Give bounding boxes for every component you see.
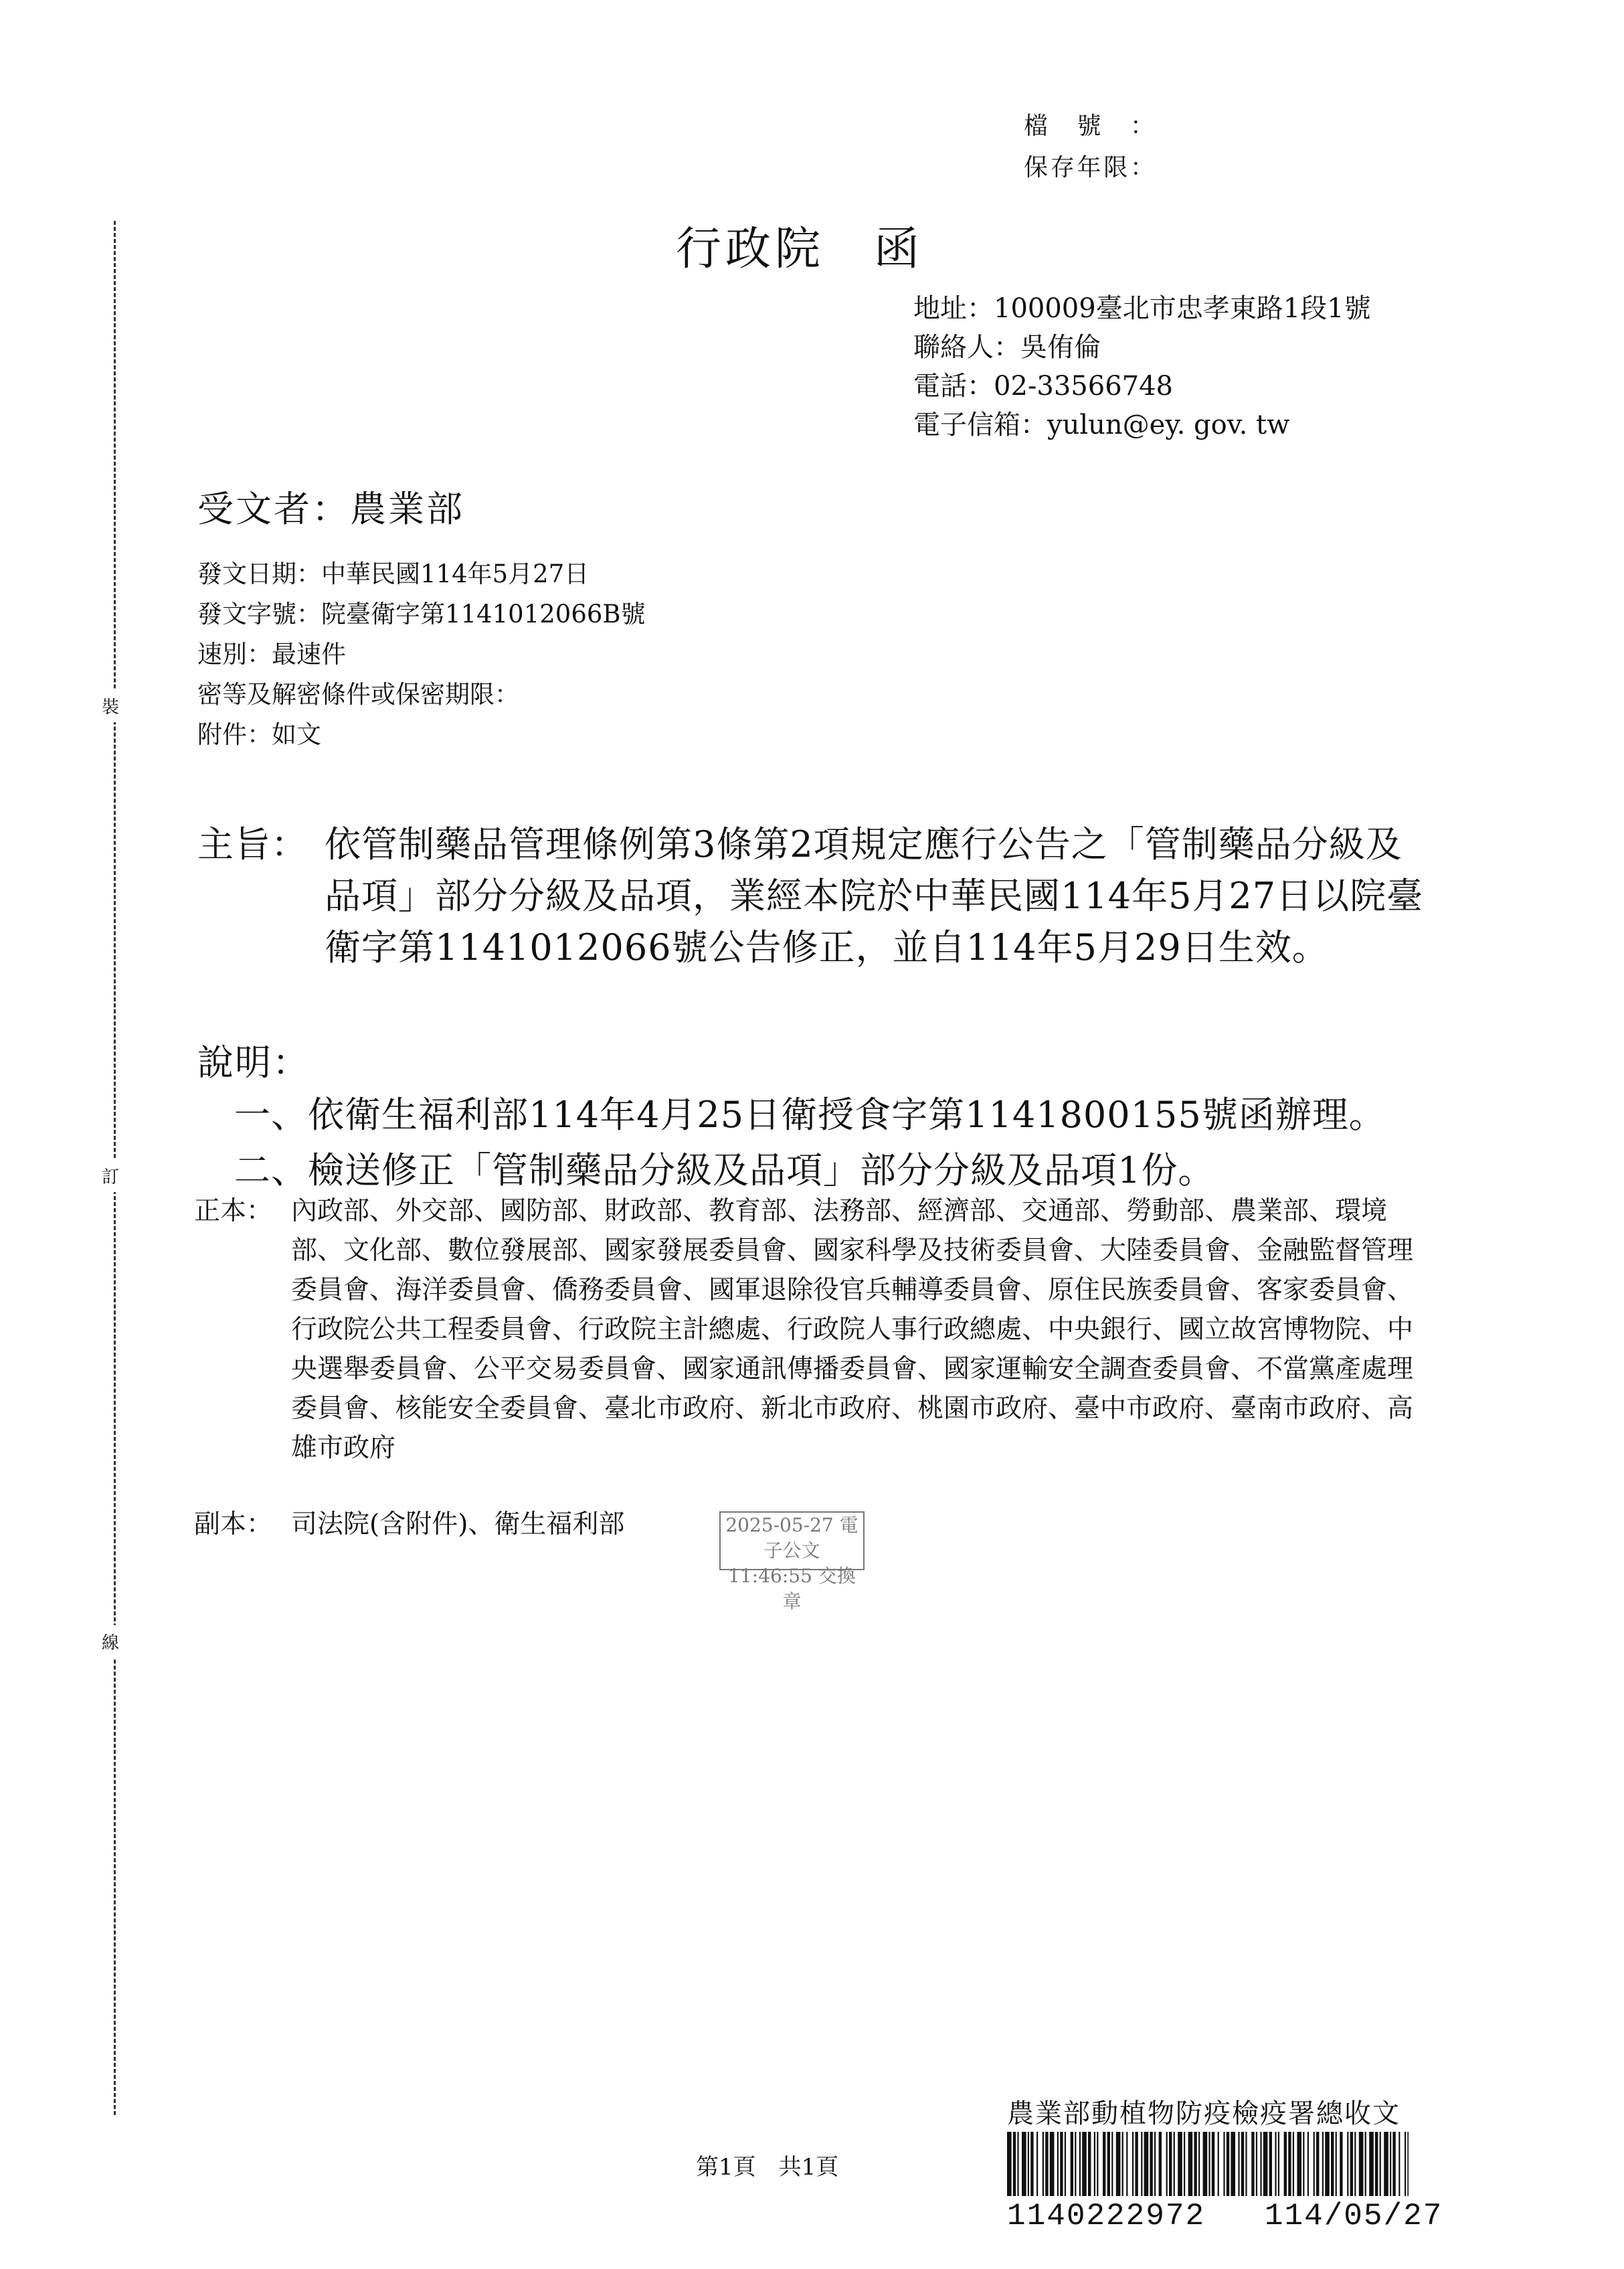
barcode-bar [1354, 2132, 1356, 2196]
barcode-bar [1154, 2132, 1156, 2196]
barcode-bar [1198, 2132, 1200, 2196]
file-info [1024, 106, 1154, 189]
barcode-bar [1194, 2132, 1196, 2196]
barcode-bar [1030, 2132, 1033, 2196]
barcode-bar [1390, 2132, 1391, 2196]
barcode-bar [1166, 2132, 1168, 2196]
barcode-bar [1238, 2132, 1239, 2196]
barcode-bar [1369, 2132, 1374, 2196]
barcode-bar [1297, 2132, 1301, 2196]
barcode-bar [1278, 2132, 1279, 2196]
subject [197, 819, 1435, 973]
retention-label: 保存年限： [1024, 154, 1154, 181]
binding-mark-xian: 線 [102, 1625, 119, 1658]
barcode-bar [1111, 2132, 1113, 2196]
explanation-item-2: 二、檢送修正「管制藥品分級及品項」部分分級及品項1份。 [234, 1149, 1215, 1191]
barcode-bar [1141, 2132, 1142, 2196]
barcode-bar [1365, 2132, 1366, 2196]
barcode-bar [1079, 2132, 1081, 2196]
barcode-bar [1316, 2132, 1319, 2196]
barcode-bar [1359, 2132, 1364, 2196]
speed: 速別：最速件 [197, 640, 346, 669]
explanation-label: 說明： [197, 1041, 310, 1084]
stamp-date: 2025-05-27 [725, 1514, 834, 1536]
barcode-bar [1392, 2132, 1395, 2196]
barcode-bar [1082, 2132, 1087, 2196]
barcode-bar [1322, 2132, 1324, 2196]
barcode-bar [1094, 2132, 1095, 2196]
barcode-bar [1075, 2132, 1076, 2196]
barcode-bar [1314, 2132, 1315, 2196]
barcode-bar [1407, 2132, 1409, 2196]
barcode-bar [1188, 2132, 1193, 2196]
barcode-bar [1405, 2132, 1406, 2196]
barcode-bar [1132, 2132, 1134, 2196]
barcode-bar [1380, 2132, 1381, 2196]
main-recipients-label: 正本： [194, 1196, 273, 1226]
barcode-number: 1140222972 [1007, 2199, 1206, 2234]
explanation-item-1: 一、依衛生福利部114年4月25日衛授食字第1141800155號函辦理。 [234, 1094, 1386, 1136]
barcode-bar [1022, 2132, 1026, 2196]
meta-block [197, 554, 646, 755]
attachment: 附件：如文 [197, 720, 321, 749]
barcode-bar [1325, 2132, 1330, 2196]
copy-recipients-text: 司法院(含附件)、衛生福利部 [291, 1509, 625, 1539]
barcode-bar [1057, 2132, 1059, 2196]
distribution-copy [194, 1505, 706, 1544]
barcode-bar [1116, 2132, 1121, 2196]
barcode-bar [1384, 2132, 1388, 2196]
page-number: 第1頁 共1頁 [696, 2154, 839, 2181]
barcode-bar [1241, 2132, 1244, 2196]
barcode-bar [1399, 2132, 1400, 2196]
distribution-main [194, 1191, 1429, 1468]
address: 地址：100009臺北市忠孝東路1段1號 [913, 293, 1371, 324]
barcode-bar [1284, 2132, 1287, 2196]
barcode-bar [1212, 2132, 1214, 2196]
barcode-bar [1260, 2132, 1261, 2196]
classification: 密等及解密條件或保密期限： [197, 680, 519, 709]
document-title: 行政院 函 [676, 223, 924, 276]
barcode-bar [1107, 2132, 1110, 2196]
barcode-bar [1288, 2132, 1291, 2196]
stamp-label-1: 電子公文 [763, 1514, 859, 1562]
copy-recipients-label: 副本： [194, 1509, 273, 1539]
barcode-bar [1065, 2132, 1066, 2196]
barcode-bar [1303, 2132, 1304, 2196]
barcode-bar [1174, 2132, 1175, 2196]
receipt-date: 114/05/27 [1264, 2199, 1443, 2234]
barcode-bar [1060, 2132, 1063, 2196]
receipt-title: 農業部動植物防疫檢疫署總收文 [1007, 2098, 1401, 2129]
barcode-bar [1223, 2132, 1225, 2196]
barcode-bar [1331, 2132, 1334, 2196]
barcode-bar [1227, 2132, 1229, 2196]
barcode-bar [1013, 2132, 1016, 2196]
barcode-bar [1088, 2132, 1091, 2196]
barcode-bar [1293, 2132, 1294, 2196]
barcode-bar [1159, 2132, 1162, 2196]
barcode-bar [1071, 2132, 1073, 2196]
barcode-bar [1203, 2132, 1208, 2196]
barcode-bar [1103, 2132, 1105, 2196]
barcode-bar [1245, 2132, 1247, 2196]
barcode-bar [1045, 2132, 1048, 2196]
barcode-bar [1007, 2132, 1012, 2196]
main-recipients-text: 內政部、外交部、國防部、財政部、教育部、法務部、經濟部、交通部、勞動部、農業部、環境部、文化部、數位發展部、國家發展委員會、國家科學及技術委員會、大陸委員會、金融監督管理委員會、海洋委員會、僑務委員會、國軍退除役官兵輔導委員會、原住民族委員會、客家委員會、行政院公共工程委員會、行政院主計總處、行政院人事行政總處、中央銀行、國立故宮博物院、中央選舉委員會、公平交易委員會、國家通訊傳播委員會、國家運輸安全調查委員會、不當黨產處理委員會、核能安全委員會、臺北市政府、新北市政府、桃園市政府、臺中市政府、臺南市政府、高雄市政府 [291, 1196, 1414, 1463]
barcode-bar [1036, 2132, 1038, 2196]
subject-label: 主旨： [197, 823, 308, 865]
barcode-bar [1336, 2132, 1337, 2196]
barcode-bar [1251, 2132, 1254, 2196]
barcode-bar [1184, 2132, 1185, 2196]
stamp-label-2: 交換章 [782, 1565, 856, 1612]
barcode-bar [1144, 2132, 1149, 2196]
barcode-image [1007, 2132, 1409, 2196]
barcode-bar [1218, 2132, 1219, 2196]
barcode-bar [1097, 2132, 1098, 2196]
barcode-bar [1169, 2132, 1172, 2196]
issue-number: 發文字號：院臺衛字第1141012066B號 [197, 600, 646, 628]
recipient: 受文者：農業部 [197, 488, 464, 530]
exchange-stamp [719, 1511, 865, 1612]
binding-mark-ding: 訂 [102, 1159, 119, 1192]
barcode-bar [1017, 2132, 1018, 2196]
barcode-bar [1347, 2132, 1348, 2196]
barcode-bar [1028, 2132, 1029, 2196]
contact-block [913, 289, 1371, 444]
binding-mark-zhuang: 裝 [102, 689, 119, 722]
barcode-bar [1150, 2132, 1152, 2196]
barcode-bar [1208, 2132, 1210, 2196]
barcode-bar [1178, 2132, 1182, 2196]
subject-text: 依管制藥品管理條例第3條第2項規定應行公告之「管制藥品分級及品項」部分分級及品項，業經本院於中華民國114年5月27日以院臺衛字第1141012066號公告修正，並自114年5月29日生效。 [325, 823, 1424, 969]
barcode-bar [1350, 2132, 1353, 2196]
barcode-bar [1122, 2132, 1123, 2196]
contact-person: 聯絡人：吳侑倫 [913, 332, 1101, 363]
barcode-bar [1043, 2132, 1044, 2196]
barcode-bar [1256, 2132, 1257, 2196]
email: 電子信箱：yulun@ey. gov. tw [913, 410, 1290, 440]
barcode-bar [1269, 2132, 1272, 2196]
barcode-bar [1126, 2132, 1127, 2196]
stamp-time: 11:46:55 [728, 1565, 812, 1587]
file-number-label: 檔號： [1024, 112, 1154, 140]
phone: 電話：02-33566748 [913, 371, 1174, 402]
barcode-bar [1275, 2132, 1276, 2196]
barcode-bar [1340, 2132, 1342, 2196]
barcode-bar [1263, 2132, 1268, 2196]
barcode-bar [1135, 2132, 1138, 2196]
barcode-bar [1231, 2132, 1235, 2196]
barcode-bar [1050, 2132, 1055, 2196]
barcode-text [1007, 2199, 1443, 2234]
barcode-bar [1375, 2132, 1378, 2196]
issue-date: 發文日期：中華民國114年5月27日 [197, 560, 590, 588]
barcode-bar [1307, 2132, 1309, 2196]
